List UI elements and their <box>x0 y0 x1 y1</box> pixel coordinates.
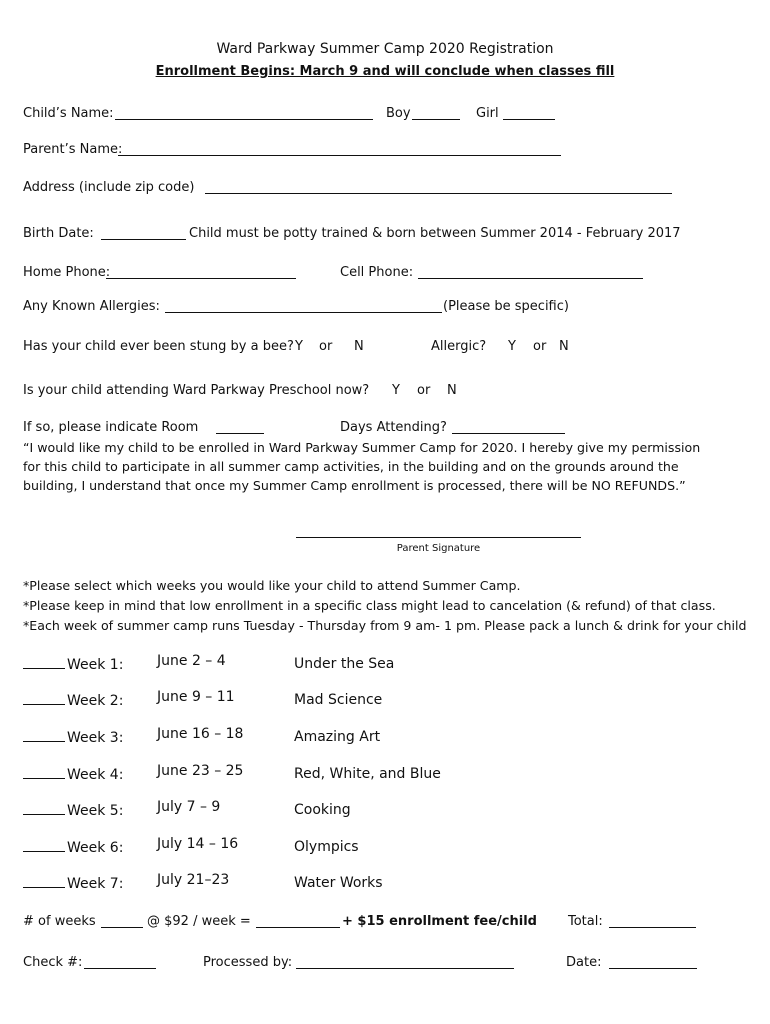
child-name-label: Child’s Name: <box>23 106 114 121</box>
note-schedule: *Each week of summer camp runs Tuesday - Thursday from 9 am- 1 pm. Please pack a lunch & drink for your child <box>23 618 747 633</box>
child-name-field[interactable] <box>115 105 373 120</box>
date-label: Date: <box>566 955 602 970</box>
parent-name-field[interactable] <box>118 141 561 156</box>
week-dates: June 2 – 4 <box>157 653 226 669</box>
check-number-field[interactable] <box>84 954 156 969</box>
note-low-enrollment: *Please keep in mind that low enrollment in a specific class might lead to cancelation (& refund) of that class. <box>23 598 716 613</box>
week-label: Week 2: <box>67 693 124 709</box>
week-dates: June 9 – 11 <box>157 689 235 705</box>
preschool-or-text: or <box>417 383 431 398</box>
check-number-label: Check #: <box>23 955 83 970</box>
week-label: Week 7: <box>67 876 124 892</box>
price-per-week: @ $92 / week = <box>147 914 251 929</box>
week-theme: Under the Sea <box>294 656 395 672</box>
permission-line-3: building, I understand that once my Summer Camp enrollment is processed, there will be NO REFUNDS.” <box>23 478 686 493</box>
home-phone-label: Home Phone: <box>23 265 111 280</box>
days-attending-field[interactable] <box>452 419 565 434</box>
week-6-checkbox[interactable] <box>23 838 65 852</box>
address-field[interactable] <box>205 179 672 194</box>
week-row <box>23 655 123 674</box>
allergic-label: Allergic? <box>431 339 487 354</box>
cell-phone-field[interactable] <box>418 264 643 279</box>
allergic-no-option[interactable]: N <box>559 339 569 354</box>
week-label: Week 4: <box>67 767 124 783</box>
week-3-checkbox[interactable] <box>23 728 65 742</box>
permission-line-2: for this child to participate in all summer camp activities, in the building and on the grounds around the <box>23 459 679 474</box>
week-row <box>23 691 123 710</box>
boy-field[interactable] <box>412 105 460 120</box>
week-row <box>23 728 123 747</box>
num-weeks-field[interactable] <box>101 913 143 928</box>
week-dates: June 16 – 18 <box>157 726 244 742</box>
total-label: Total: <box>568 914 603 929</box>
processed-by-label: Processed by: <box>203 955 293 970</box>
week-theme: Cooking <box>294 802 351 818</box>
week-row <box>23 765 123 784</box>
bee-question: Has your child ever been stung by a bee? <box>23 339 294 354</box>
week-label: Week 5: <box>67 803 124 819</box>
week-dates: July 7 – 9 <box>157 799 221 815</box>
birth-date-note: Child must be potty trained & born between Summer 2014 - February 2017 <box>189 226 681 241</box>
allergic-or-text: or <box>533 339 547 354</box>
week-1-checkbox[interactable] <box>23 655 65 669</box>
week-dates: July 14 – 16 <box>157 836 239 852</box>
week-7-checkbox[interactable] <box>23 874 65 888</box>
week-5-checkbox[interactable] <box>23 801 65 815</box>
cell-phone-label: Cell Phone: <box>340 265 414 280</box>
week-theme: Mad Science <box>294 692 383 708</box>
enrollment-subtitle <box>0 64 770 80</box>
preschool-question: Is your child attending Ward Parkway Preschool now? <box>23 383 370 398</box>
num-weeks-label: # of weeks <box>23 914 96 929</box>
bee-yes-option[interactable]: Y <box>295 339 303 354</box>
parent-name-label: Parent’s Name: <box>23 142 123 157</box>
home-phone-field[interactable] <box>106 264 296 279</box>
date-field[interactable] <box>609 954 697 969</box>
bee-no-option[interactable]: N <box>354 339 364 354</box>
parent-signature-label: Parent Signature <box>396 543 481 554</box>
room-label: If so, please indicate Room <box>23 420 199 435</box>
week-label: Week 1: <box>67 657 124 673</box>
address-label: Address (include zip code) <box>23 180 195 195</box>
allergic-yes-option[interactable]: Y <box>508 339 516 354</box>
preschool-yes-option[interactable]: Y <box>392 383 400 398</box>
boy-label: Boy <box>386 106 411 121</box>
week-row <box>23 801 123 820</box>
weeks-subtotal-field[interactable] <box>256 913 340 928</box>
week-row <box>23 838 123 857</box>
week-label: Week 3: <box>67 730 124 746</box>
girl-field[interactable] <box>503 105 555 120</box>
week-theme: Water Works <box>294 875 383 891</box>
week-dates: June 23 – 25 <box>157 763 244 779</box>
total-field[interactable] <box>609 913 696 928</box>
week-row <box>23 874 123 893</box>
birth-date-label: Birth Date: <box>23 226 94 241</box>
week-4-checkbox[interactable] <box>23 765 65 779</box>
week-2-checkbox[interactable] <box>23 691 65 705</box>
week-theme: Amazing Art <box>294 729 381 745</box>
room-field[interactable] <box>216 419 264 434</box>
birth-date-field[interactable] <box>101 225 186 240</box>
allergies-field[interactable] <box>165 298 442 313</box>
allergies-note: (Please be specific) <box>443 299 569 314</box>
girl-label: Girl <box>476 106 499 121</box>
week-theme: Olympics <box>294 839 359 855</box>
enrollment-fee: + $15 enrollment fee/child <box>342 914 537 929</box>
week-theme: Red, White, and Blue <box>294 766 441 782</box>
week-dates: July 21–23 <box>157 872 230 888</box>
days-attending-label: Days Attending? <box>340 420 447 435</box>
bee-or-text: or <box>319 339 333 354</box>
form-title: Ward Parkway Summer Camp 2020 Registration <box>216 41 554 57</box>
processed-by-field[interactable] <box>296 954 514 969</box>
week-label: Week 6: <box>67 840 124 856</box>
enrollment-subtitle-text: Enrollment Begins: March 9 and will conclude when classes fill <box>155 64 615 79</box>
preschool-no-option[interactable]: N <box>447 383 457 398</box>
permission-line-1: “I would like my child to be enrolled in Ward Parkway Summer Camp for 2020. I hereby give my permission <box>23 440 701 455</box>
note-select-weeks: *Please select which weeks you would like your child to attend Summer Camp. <box>23 578 521 593</box>
allergies-label: Any Known Allergies: <box>23 299 160 314</box>
parent-signature-field[interactable] <box>296 523 581 538</box>
